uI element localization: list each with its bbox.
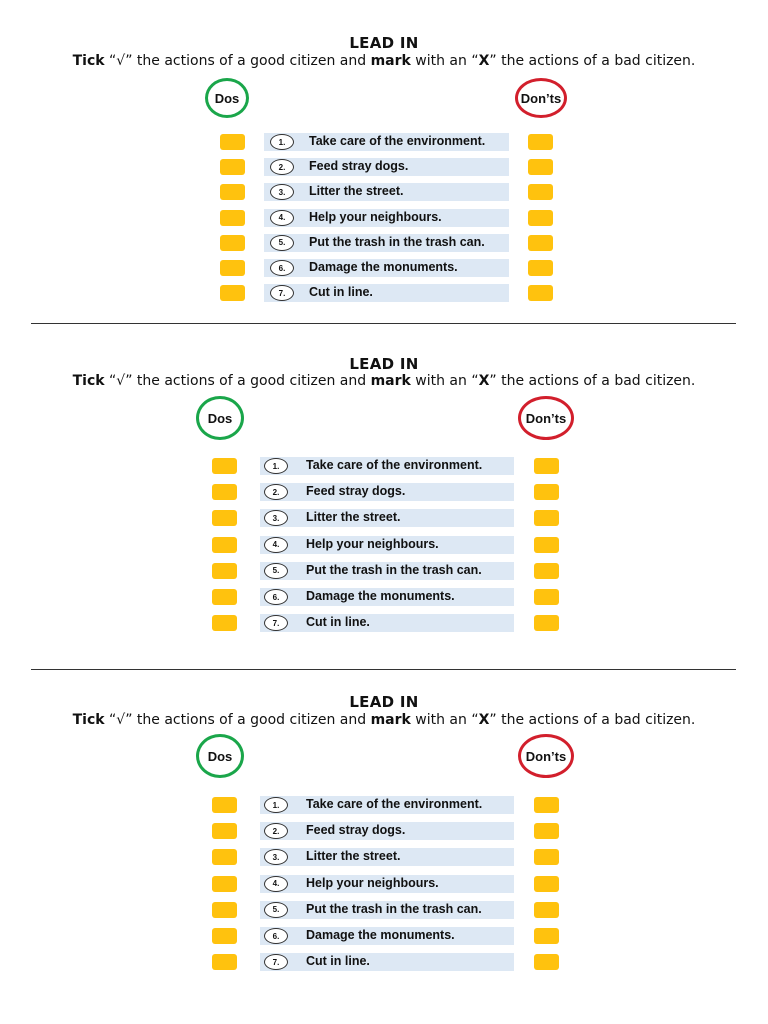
action-item — [260, 796, 514, 814]
dos-answer-box[interactable] — [212, 928, 237, 944]
item-number: 1. — [270, 134, 294, 150]
item-number: 6. — [264, 928, 288, 944]
section-title: LEAD IN — [349, 34, 419, 52]
item-text: Take care of the environment. — [306, 797, 483, 811]
item-text: Put the trash in the trash can. — [309, 234, 485, 249]
dos-answer-box[interactable] — [212, 849, 237, 865]
section-title: LEAD IN — [349, 693, 419, 711]
item-number: 2. — [264, 823, 288, 839]
instruction-x-letter: X — [478, 373, 490, 389]
instruction-fragment: “√” the actions of a good citizen and — [104, 373, 371, 389]
item-number: 5. — [264, 563, 288, 579]
instruction-mark-word: mark — [370, 53, 411, 69]
item-number: 4. — [264, 876, 288, 892]
donts-answer-box[interactable] — [534, 849, 559, 865]
item-text: Damage the monuments. — [306, 589, 455, 603]
action-item — [260, 875, 514, 893]
donts-circle: Don’ts — [518, 396, 574, 440]
instruction-mark-word: mark — [370, 373, 411, 389]
action-item — [260, 953, 514, 971]
item-number: 2. — [264, 484, 288, 500]
dos-answer-box[interactable] — [212, 876, 237, 892]
instruction-tick-word: Tick — [72, 712, 105, 728]
item-text: Cut in line. — [306, 954, 370, 969]
item-text: Damage the monuments. — [309, 260, 458, 274]
item-text: Damage the monuments. — [306, 928, 455, 942]
dos-answer-box[interactable] — [212, 902, 237, 918]
item-number: 5. — [270, 235, 294, 251]
donts-answer-box[interactable] — [534, 902, 559, 918]
item-text: Feed stray dogs. — [309, 159, 409, 174]
item-number: 1. — [264, 797, 288, 813]
instruction-fragment: “√” the actions of a good citizen and — [104, 53, 371, 69]
dos-answer-box[interactable] — [212, 823, 237, 839]
item-number: 1. — [264, 458, 288, 474]
dos-answer-box[interactable] — [212, 954, 237, 970]
instruction-fragment: ” the actions of a bad citizen. — [489, 712, 696, 728]
dos-circle: Dos — [196, 734, 244, 778]
item-text: Litter the street. — [306, 510, 401, 525]
donts-answer-box[interactable] — [534, 876, 559, 892]
item-text: Take care of the environment. — [306, 458, 483, 472]
item-text: Take care of the environment. — [309, 134, 486, 148]
instruction-fragment: with an “ — [410, 53, 479, 69]
item-number: 7. — [264, 954, 288, 970]
action-item — [260, 822, 514, 840]
instruction-fragment: “√” the actions of a good citizen and — [104, 712, 371, 728]
item-text: Help your neighbours. — [306, 875, 439, 890]
item-number: 2. — [270, 159, 294, 175]
item-text: Cut in line. — [309, 285, 373, 300]
instruction-mark-word: mark — [370, 712, 411, 728]
donts-circle: Don’ts — [518, 734, 574, 778]
item-text: Cut in line. — [306, 615, 370, 630]
donts-answer-box[interactable] — [534, 954, 559, 970]
item-number: 7. — [264, 615, 288, 631]
dos-circle: Dos — [205, 78, 249, 118]
item-text: Feed stray dogs. — [306, 823, 406, 838]
donts-answer-box[interactable] — [534, 823, 559, 839]
instruction-fragment: with an “ — [410, 373, 479, 389]
item-number: 3. — [270, 184, 294, 200]
item-number: 6. — [270, 260, 294, 276]
instruction-x-letter: X — [478, 53, 490, 69]
dos-answer-box[interactable] — [212, 797, 237, 813]
item-text: Put the trash in the trash can. — [306, 562, 482, 577]
item-number: 3. — [264, 849, 288, 865]
instruction-fragment: ” the actions of a bad citizen. — [489, 53, 696, 69]
item-number: 5. — [264, 902, 288, 918]
donts-answer-box[interactable] — [534, 928, 559, 944]
item-text: Litter the street. — [306, 849, 401, 864]
section-divider — [31, 323, 736, 324]
section-title: LEAD IN — [349, 355, 419, 373]
item-number: 4. — [270, 210, 294, 226]
item-text: Put the trash in the trash can. — [306, 901, 482, 916]
item-text: Litter the street. — [309, 184, 404, 199]
section-divider — [31, 669, 736, 670]
dos-circle: Dos — [196, 396, 244, 440]
item-number: 7. — [270, 285, 294, 301]
item-number: 4. — [264, 537, 288, 553]
item-text: Help your neighbours. — [309, 209, 442, 224]
instruction-x-letter: X — [478, 712, 490, 728]
item-text: Help your neighbours. — [306, 536, 439, 551]
action-item — [260, 848, 514, 866]
action-item — [260, 927, 514, 945]
donts-circle: Don’ts — [515, 78, 567, 118]
action-item — [260, 901, 514, 919]
instruction-tick-word: Tick — [72, 53, 105, 69]
instruction-fragment: ” the actions of a bad citizen. — [489, 373, 696, 389]
item-number: 3. — [264, 510, 288, 526]
item-number: 6. — [264, 589, 288, 605]
instruction-fragment: with an “ — [410, 712, 479, 728]
instruction-tick-word: Tick — [72, 373, 105, 389]
instruction-text — [0, 712, 768, 728]
item-text: Feed stray dogs. — [306, 484, 406, 499]
donts-answer-box[interactable] — [534, 797, 559, 813]
